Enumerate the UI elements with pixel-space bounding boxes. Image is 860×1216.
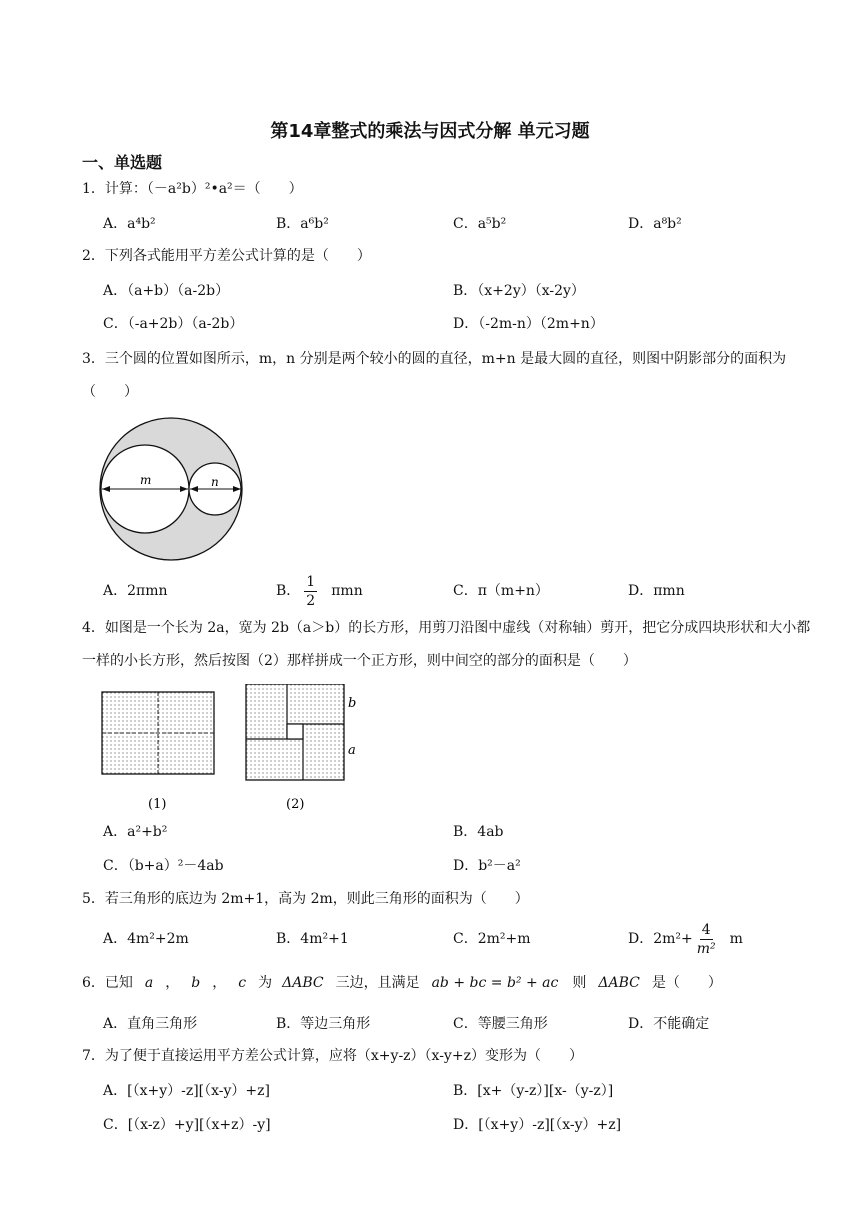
q3-option-d: D．πmn bbox=[628, 583, 685, 599]
frac-denominator: m² bbox=[696, 940, 716, 957]
q4-option-c: C．（b+a）²－4ab bbox=[103, 858, 224, 874]
question-1-stem: 1．计算：（－a²b）²•a²＝（ ） bbox=[82, 181, 303, 197]
q5-option-d-fraction bbox=[697, 921, 716, 958]
label-n: n bbox=[211, 475, 219, 489]
q6-word-ze: 则 bbox=[572, 975, 587, 991]
q6-tail: 是（ ） bbox=[651, 975, 722, 991]
section-heading: 一、单选题 bbox=[82, 153, 163, 172]
label-b: b bbox=[348, 696, 357, 711]
center-empty-square bbox=[287, 724, 303, 739]
q5-option-d-tail: m bbox=[729, 931, 743, 947]
q5-option-c: C．2m²+m bbox=[453, 931, 531, 947]
frac-numerator: 1 bbox=[306, 573, 316, 590]
q6-equation: ab + bc = b² + ac bbox=[431, 975, 559, 991]
q6-option-a: A．直角三角形 bbox=[103, 1016, 198, 1032]
q6-comma-2: ， bbox=[212, 975, 227, 991]
q2-option-d: D．（-2m-n）（2m+n） bbox=[453, 316, 604, 332]
q3-option-c: C．π（m+n） bbox=[453, 583, 549, 599]
q4-option-a: A．a²+b² bbox=[103, 824, 168, 840]
question-3-stem: 3．三个圆的位置如图所示，m，n 分别是两个较小的圆的直径，m+n 是最大圆的直径，则图中阴影部分的面积为（ ） bbox=[82, 351, 787, 400]
q5-option-b: B．4m²+1 bbox=[276, 931, 349, 947]
q6-var-a: a bbox=[144, 975, 154, 991]
q6-triangle-1: ΔABC bbox=[282, 975, 324, 991]
q6-option-d: D．不能确定 bbox=[628, 1016, 710, 1032]
q1-option-a: A．a⁴b² bbox=[103, 216, 156, 232]
q6-var-c: c bbox=[238, 975, 247, 991]
rectangle-figures bbox=[98, 684, 368, 816]
q7-option-b: B．[x+（y-z）][x-（y-z）] bbox=[453, 1083, 614, 1099]
q6-triangle-2: ΔABC bbox=[598, 975, 640, 991]
question-2-stem: 2．下列各式能用平方差公式计算的是（ ） bbox=[82, 248, 371, 264]
q6-comma-1: ， bbox=[165, 975, 180, 991]
question-4-stem: 4．如图是一个长为 2a，宽为 2b（a＞b）的长方形，用剪刀沿图中虚线（对称轴）剪开，把它分成四块形状和大小都一样的小长方形，然后按图（2）那样拼成一个正方形，则中间空的部分的面积是（ ） bbox=[82, 620, 811, 669]
q5-option-a: A．4m²+2m bbox=[103, 931, 189, 947]
q1-option-c: C．a⁵b² bbox=[453, 216, 507, 232]
q3-option-a: A．2πmn bbox=[103, 583, 168, 599]
question-6-stem bbox=[82, 973, 722, 993]
q6-word-wei: 为 bbox=[258, 975, 273, 991]
q4-option-b: B．4ab bbox=[453, 824, 504, 840]
frac-denominator: 2 bbox=[306, 592, 316, 609]
q3-option-b-fraction bbox=[304, 573, 317, 610]
page-title: 第14章整式的乘法与因式分解 单元习题 bbox=[270, 121, 590, 142]
label-m: m bbox=[140, 473, 152, 487]
q7-option-c: C．[（x-z）+y][（x+z）-y] bbox=[103, 1117, 271, 1133]
question-5-stem: 5．若三角形的底边为 2m+1，高为 2m，则此三角形的面积为（ ） bbox=[82, 891, 529, 907]
q1-option-d: D．a⁸b² bbox=[628, 216, 682, 232]
q6-option-b: B．等边三角形 bbox=[276, 1016, 371, 1032]
q6-option-c: C．等腰三角形 bbox=[453, 1016, 548, 1032]
label-a: a bbox=[348, 743, 356, 758]
q3-option-b-tail: πmn bbox=[331, 583, 363, 599]
q3-option-b-label: B． bbox=[276, 583, 301, 599]
q7-option-a: A．[（x+y）-z][（x-y）+z] bbox=[103, 1083, 270, 1099]
q5-option-d bbox=[628, 916, 743, 962]
q1-option-b: B．a⁶b² bbox=[276, 216, 329, 232]
q6-part-lead: 6．已知 bbox=[82, 975, 133, 991]
figure-1-label: (1) bbox=[148, 797, 167, 812]
frac-numerator: 4 bbox=[701, 921, 711, 938]
q4-option-d: D．b²－a² bbox=[453, 858, 521, 874]
q2-option-b: B．（x+2y）（x-2y） bbox=[453, 283, 585, 299]
q2-option-c: C．（-a+2b）（a-2b） bbox=[103, 316, 244, 332]
three-circles-figure bbox=[98, 414, 246, 564]
q6-condition-text: 三边，且满足 bbox=[335, 975, 420, 991]
q6-var-b: b bbox=[191, 975, 201, 991]
q7-option-d: D．[（x+y）-z][（x-y）+z] bbox=[453, 1117, 622, 1133]
figure-2-label: (2) bbox=[286, 797, 305, 812]
q2-option-a: A．（a+b）（a-2b） bbox=[103, 283, 230, 299]
q3-option-b bbox=[276, 569, 363, 613]
question-7-stem: 7．为了便于直接运用平方差公式计算，应将（x+y-z）（x-y+z）变形为（ ） bbox=[82, 1048, 583, 1064]
q5-option-d-label: D．2m²+ bbox=[628, 931, 693, 947]
